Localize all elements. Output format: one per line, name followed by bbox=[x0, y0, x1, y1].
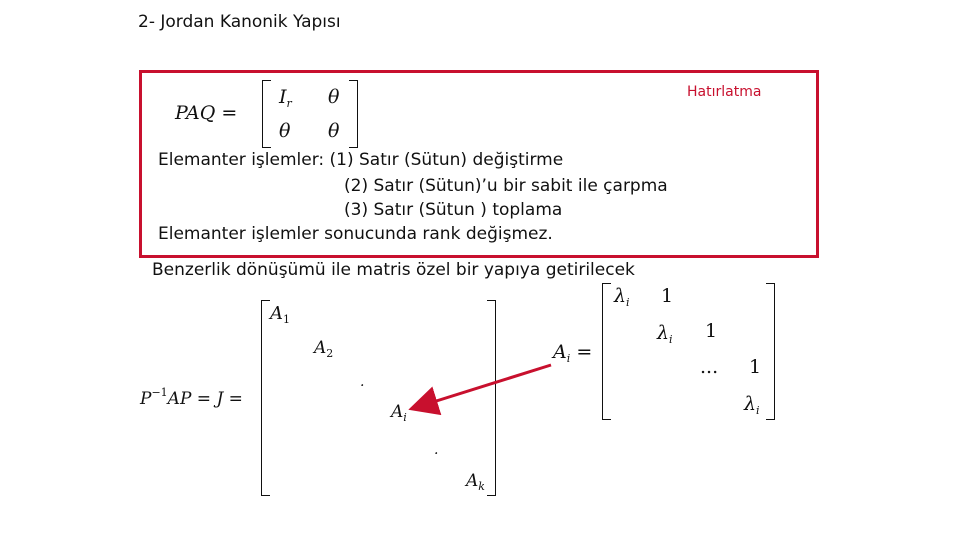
elementary-op-2: (2) Satır (Sütun)’u bir sabit ile çarpma bbox=[344, 176, 668, 196]
block-a1-sub: 1 bbox=[283, 313, 290, 326]
jordan-lhs-sup: −1 bbox=[151, 386, 168, 399]
jb-one-1: 1 bbox=[661, 285, 674, 307]
jb-lambda-1 bbox=[614, 285, 630, 309]
paq-lhs: PAQ = bbox=[175, 102, 238, 124]
block-a2-base: A bbox=[314, 338, 327, 358]
jb-lambda-1-sub: i bbox=[626, 296, 630, 309]
block-ak-sub: k bbox=[478, 480, 485, 493]
jb-lambda-2 bbox=[657, 322, 673, 346]
jb-lambda-2-base: λ bbox=[657, 322, 670, 344]
paq-m12: θ bbox=[328, 86, 340, 108]
paq-m11-base: I bbox=[279, 86, 287, 108]
jordan-lhs-rest: AP = J = bbox=[167, 389, 243, 409]
block-a1-base: A bbox=[270, 303, 283, 324]
jb-one-3: 1 bbox=[749, 356, 762, 378]
block-dot-1: . bbox=[360, 374, 365, 390]
block-ai-base: A bbox=[391, 402, 404, 422]
elementary-ops-intro: Elemanter işlemler: (1) Satır (Sütun) değiştirme bbox=[158, 150, 564, 170]
jb-lambda-2-sub: i bbox=[669, 333, 673, 346]
elementary-ops-conclusion: Elemanter işlemler sonucunda rank değişmez. bbox=[158, 224, 553, 244]
elementary-op-3: (3) Satır (Sütun ) toplama bbox=[344, 200, 563, 220]
jordan-block-eq: = bbox=[576, 341, 593, 363]
paq-m21: θ bbox=[279, 120, 291, 142]
jordan-block-left-bracket bbox=[602, 283, 611, 420]
similarity-text: Benzerlik dönüşümü ile matris özel bir yapıya getirilecek bbox=[152, 260, 635, 280]
jb-lambda-3 bbox=[744, 393, 760, 417]
block-ak-base: A bbox=[466, 471, 479, 491]
paq-m11-sub: r bbox=[286, 97, 292, 110]
jordan-block-right-bracket bbox=[766, 283, 775, 420]
block-a2-sub: 2 bbox=[326, 347, 334, 360]
reminder-label: Hatırlatma bbox=[687, 84, 762, 100]
jordan-block-lhs-sub: i bbox=[566, 352, 571, 365]
arrow-line bbox=[414, 365, 551, 408]
jb-one-2: 1 bbox=[705, 320, 718, 342]
block-dot-2: . bbox=[434, 442, 439, 458]
slide-title: 2- Jordan Kanonik Yapısı bbox=[138, 12, 341, 32]
jordan-lhs-p: P bbox=[140, 389, 152, 409]
jb-lambda-3-base: λ bbox=[744, 393, 757, 415]
jb-lambda-1-base: λ bbox=[614, 285, 627, 307]
jordan-block-lhs bbox=[553, 341, 592, 365]
jb-ellipsis: ... bbox=[700, 356, 719, 378]
jb-lambda-3-sub: i bbox=[756, 404, 760, 417]
paq-m22: θ bbox=[328, 120, 340, 142]
block-ai-sub: i bbox=[403, 411, 407, 424]
jordan-block-lhs-base: A bbox=[553, 341, 567, 363]
